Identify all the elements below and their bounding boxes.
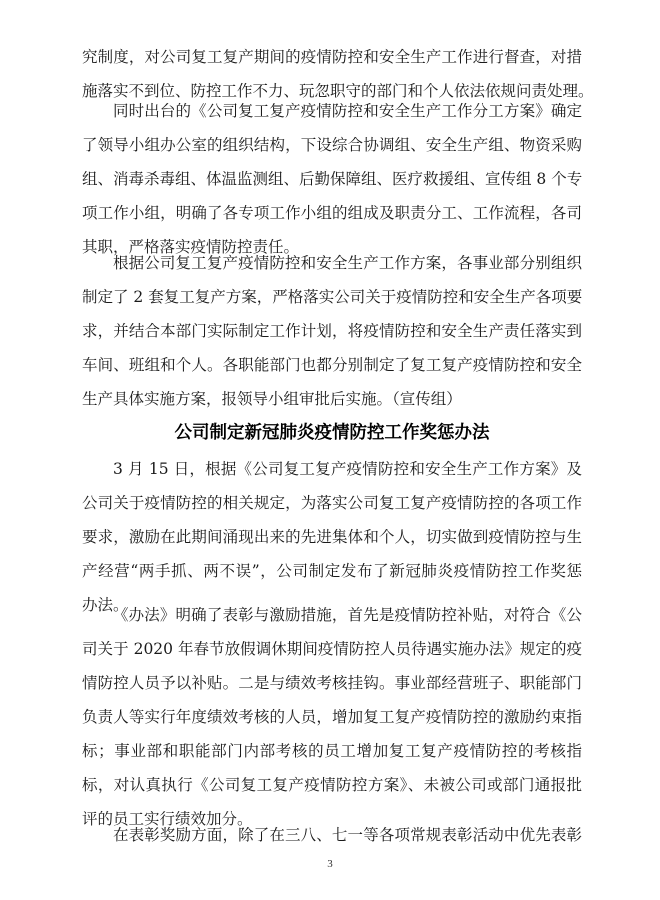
text-line: 标，对认真执行《公司复工复产疫情防控方案》、未被公司或部门通报批 (82, 776, 582, 794)
paragraph-incentives (82, 598, 582, 836)
text-line: 施落实不到位、防控工作不力、玩忽职守的部门和个人依法依规问责处理。 (82, 82, 594, 100)
paragraph-division-plan (82, 94, 582, 264)
text-line: 项工作小组，明确了各专项工作小组的组成及职责分工、工作流程，各司 (82, 204, 582, 222)
text-line: 《办法》明确了表彰与激励措施，首先是疫情防控补贴，对符合《公 (113, 606, 582, 624)
paragraph-announcement (82, 452, 582, 622)
text-line: 求，并结合本部门实际制定工作计划，将疫情防控和安全生产责任落实到 (82, 322, 582, 340)
text-line: 要求，激励在此期间涌现出来的先进集体和个人，切实做到疫情防控与生 (82, 528, 582, 546)
text-line: 办法。 (82, 596, 129, 614)
text-line: 负责人等实行年度绩效考核的人员，增加复工复产疫情防控的激励约束指 (82, 708, 582, 726)
text-line: 标；事业部和职能部门内部考核的员工增加复工复产疫情防控的考核指 (82, 742, 582, 760)
text-line: 3 月 15 日，根据《公司复工复产疫情防控和安全生产工作方案》及 (113, 460, 582, 478)
text-line: 根据公司复工复产疫情防控和安全生产工作方案，各事业部分别组织 (113, 254, 582, 272)
text-line: 在表彰奖励方面，除了在三八、七一等各项常规表彰活动中优先表彰 (113, 826, 582, 844)
text-line: 情防控人员予以补贴。二是与绩效考核挂钩。事业部经营班子、职能部门 (82, 674, 582, 692)
article-heading: 公司制定新冠肺炎疫情防控工作奖惩办法 (174, 423, 490, 443)
text-line: 公司关于疫情防控的相关规定，为落实公司复工复产疫情防控的各项工作 (82, 494, 582, 512)
text-line: 其职，严格落实疫情防控责任。 (82, 238, 300, 256)
paragraph-commendation (82, 818, 582, 852)
text-line: 评的员工实行绩效加分。 (82, 810, 253, 828)
text-line: 车间、班组和个人。各职能部门也都分别制定了复工复产疫情防控和安全 (82, 356, 582, 374)
text-line: 了领导小组办公室的组织结构，下设综合协调组、安全生产组、物资采购 (82, 136, 582, 154)
page-number: 3 (327, 858, 333, 870)
text-line: 组、消毒杀毒组、体温监测组、后勤保障组、医疗救援组、宣传组 8 个专 (82, 170, 583, 188)
text-line: 同时出台的《公司复工复产疫情防控和安全生产工作分工方案》确定 (113, 102, 582, 120)
paragraph-department-plans (82, 246, 582, 416)
text-line: 生产具体实施方案，报领导小组审批后实施。（宣传组） (82, 390, 462, 408)
text-line: 究制度，对公司复工复产期间的疫情防控和安全生产工作进行督查，对措 (82, 48, 582, 66)
text-line: 司关于 2020 年春节放假调休期间疫情防控人员待遇实施办法》规定的疫 (82, 640, 582, 658)
text-line: 制定了 2 套复工复产方案，严格落实公司关于疫情防控和安全生产各项要 (82, 288, 583, 306)
text-line: 产经营“两手抓、两不误”，公司制定发布了新冠肺炎疫情防控工作奖惩 (82, 562, 582, 580)
